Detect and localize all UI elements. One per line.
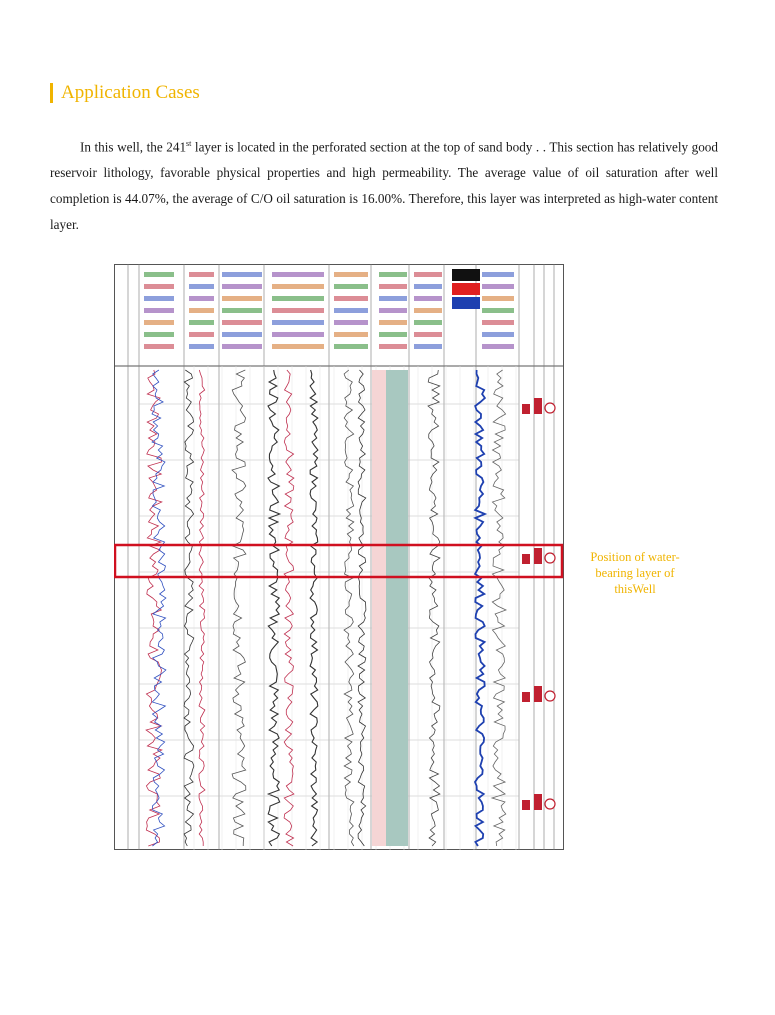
interpretation-marker: [522, 800, 530, 810]
header-legend-swatch: [379, 332, 407, 337]
header-legend-swatch: [482, 284, 514, 289]
interpretation-marker: [522, 404, 530, 414]
header-legend-swatch: [414, 284, 442, 289]
header-legend-swatch: [272, 308, 324, 313]
header-legend-swatch: [482, 308, 514, 313]
header-legend-swatch: [189, 272, 214, 277]
header-legend-swatch: [222, 320, 262, 325]
header-legend-swatch: [379, 284, 407, 289]
header-legend-swatch: [272, 272, 324, 277]
header-legend-swatch: [334, 344, 368, 349]
header-legend-swatch: [222, 284, 262, 289]
header-legend-swatch: [334, 332, 368, 337]
header-legend-swatch: [222, 332, 262, 337]
header-legend-swatch: [414, 308, 442, 313]
header-legend-swatch: [414, 344, 442, 349]
header-legend-swatch: [272, 344, 324, 349]
header-legend-swatch: [414, 320, 442, 325]
figure-callout: Position of water-bearing layer of thisWell: [590, 550, 680, 596]
header-legend-swatch: [189, 344, 214, 349]
header-legend-swatch: [144, 320, 174, 325]
lithology-fill: [386, 370, 408, 846]
header-legend-swatch: [222, 272, 262, 277]
header-legend-swatch: [379, 296, 407, 301]
interpretation-marker: [545, 553, 555, 563]
header-legend-swatch: [189, 284, 214, 289]
header-legend-swatch: [272, 296, 324, 301]
interpretation-marker: [534, 794, 542, 810]
header-legend-swatch: [144, 332, 174, 337]
header-legend-swatch: [414, 332, 442, 337]
header-legend-swatch: [379, 344, 407, 349]
header-legend-swatch: [144, 272, 174, 277]
header-legend-swatch: [334, 320, 368, 325]
header-legend-swatch: [414, 272, 442, 277]
legend-red-box: [452, 283, 480, 295]
interpretation-marker: [545, 691, 555, 701]
header-legend-swatch: [334, 308, 368, 313]
header-legend-swatch: [272, 284, 324, 289]
interpretation-marker: [522, 554, 530, 564]
well-log-figure: [114, 264, 564, 850]
interpretation-marker: [522, 692, 530, 702]
header-legend-swatch: [482, 332, 514, 337]
header-legend-swatch: [334, 272, 368, 277]
header-legend-swatch: [272, 332, 324, 337]
interpretation-marker: [534, 548, 542, 564]
header-legend-swatch: [482, 296, 514, 301]
legend-blue-box: [452, 297, 480, 309]
paragraph-text-2: layer is located in the perforated section at the top of sand body . . This section has relatively good reservoir lithology, favorable physical properties and high permeability. The average value of oil saturation after well completion is 44.07%, the average of C/O oil saturation is 16.00%. Therefore, this layer was interpreted as high-water content layer.: [50, 139, 718, 233]
interpretation-marker: [534, 686, 542, 702]
header-legend-swatch: [379, 320, 407, 325]
header-legend-swatch: [222, 308, 262, 313]
header-legend-swatch: [189, 320, 214, 325]
header-legend-swatch: [189, 332, 214, 337]
header-legend-swatch: [189, 296, 214, 301]
header-legend-swatch: [272, 320, 324, 325]
header-legend-swatch: [144, 308, 174, 313]
header-legend-swatch: [482, 272, 514, 277]
header-legend-swatch: [334, 284, 368, 289]
header-legend-swatch: [379, 272, 407, 277]
header-legend-swatch: [414, 296, 442, 301]
well-log-chart: [114, 264, 564, 850]
header-legend-swatch: [482, 344, 514, 349]
interpretation-marker: [545, 403, 555, 413]
section-heading: [50, 80, 200, 106]
header-legend-swatch: [379, 308, 407, 313]
heading-accent-bar: [50, 83, 53, 103]
header-legend-swatch: [144, 344, 174, 349]
header-legend-swatch: [222, 296, 262, 301]
section-title: Application Cases: [61, 82, 200, 103]
interpretation-marker: [534, 398, 542, 414]
header-legend-swatch: [189, 308, 214, 313]
header-legend-swatch: [482, 320, 514, 325]
header-legend-swatch: [334, 296, 368, 301]
body-paragraph: [50, 131, 718, 238]
header-legend-swatch: [222, 344, 262, 349]
paragraph-superscript: st: [186, 139, 192, 148]
paragraph-text-1: In this well, the 241: [80, 139, 187, 155]
legend-black-box: [452, 269, 480, 281]
header-legend-swatch: [144, 296, 174, 301]
interpretation-marker: [545, 799, 555, 809]
header-legend-swatch: [144, 284, 174, 289]
